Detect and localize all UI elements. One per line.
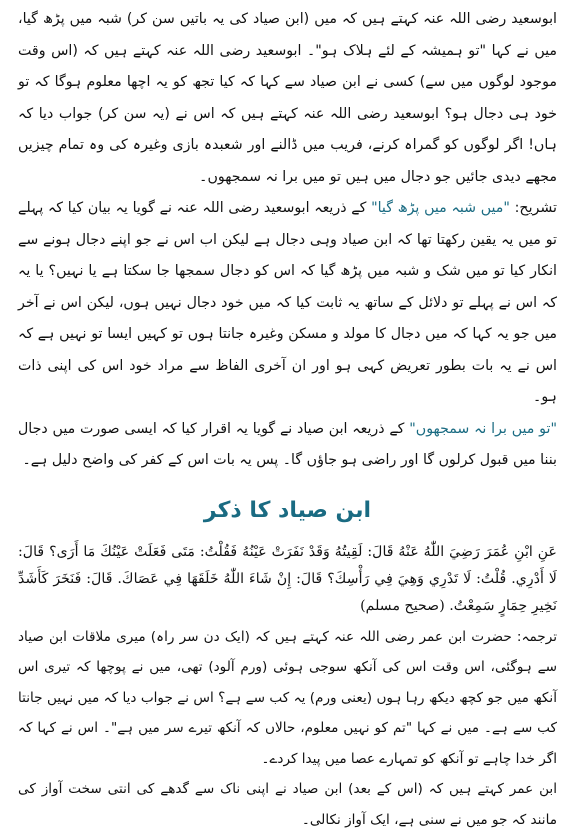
section-heading: ابن صیاد کا ذکر — [203, 497, 372, 523]
paragraph-continuation: ابن عمر کہتے ہیں کہ (اس کے بعد) ابن صیاد نے اپنی ناک سے گدھے کی انتی سخت آواز کی مانند کہ جو میں نے سنی ہے، ایک آواز نکالی۔ — [18, 781, 557, 828]
explanation-text-2: کے ذریعہ ابن صیاد نے گویا یہ اقرار کیا کہ ایسی صورت میں دجال بننا میں قبول کرلوں گا اور راضی ہو جاؤں گا۔ پس یہ بات اس کے کفر کی واضح دلیل ہے۔ — [18, 420, 557, 468]
highlighted-quote-2: "تو میں برا نہ سمجھوں" — [409, 420, 557, 437]
highlighted-quote: "میں شبہ میں پڑھ گیا" — [371, 200, 510, 216]
arabic-hadith-text: عَنِ ابْنِ عُمَرَ رَضِيَ اللّٰهُ عَنْهُ قَالَ: لَقِيتُهُ وَقَدْ نَفَرَتْ عَيْنُهُ فَقُلْتُ: مَتَى فَعَلَتْ عَيْنُكَ مَا أَرَى؟ قَالَ: لَا أَدْرِي. قُلْتُ: لَا تَدْرِي وَهِيَ فِي رَأْسِكَ؟ قَالَ: إِنْ شَاءَ اللّٰهُ خَلَقَهَا فِي عَصَاكَ. قَالَ: فَنَخَرَ كَأَشَدِّ نَخِيرِ حِمَارٍ سَمِعْتُ. (صحیح مسلم) — [18, 543, 557, 614]
explanation-label: تشریح: — [514, 200, 557, 216]
paragraph-explanation-2 — [18, 414, 557, 477]
paragraph-translation: ترجمہ: حضرت ابن عمر رضی اللہ عنہ کہتے ہیں کہ (ایک دن سر راہ) میری ملاقات ابن صیاد سے ہوگئی، اس وقت اس کی آنکھ سوجی ہوئی (ورم آلود) تھی، میں نے پوچھا کہ تیری اس آنکھ میں جو کچھ دیکھ رہا ہوں (یعنی ورم) یہ کب سے ہے؟ اس نے جواب دیا کہ میں نہیں جانتا کب سے ہے۔ میں نے کہا "تم کو نہیں معلوم، حالاں کہ آنکھ تیرے سر میں ہے"۔ اس نے کہا کہ اگر خدا چاہے تو آنکھ کو تمہارے عصا میں پیدا کردے۔ — [18, 628, 557, 767]
explanation-text: کے ذریعہ ابوسعید رضی اللہ عنہ نے گویا یہ بیان کیا کہ پہلے تو میں یہ یقین رکھتا تھا کہ ابن صیاد وہی دجال ہے لیکن اب اس نے جو اپنے دجال ہونے سے انکار کیا تو میں شک و شبہ میں پڑھ گیا کہ اس کو دجال سمجھا جا سکتا ہے یا نہیں؟ یا یہ کہ اس نے پہلے تو دلائل کے ساتھ یہ ثابت کیا کہ میں خود دجال نہیں ہوں، لیکن اس نے آخر میں جو یہ کہا کہ میں دجال کا مولد و مسکن وغیرہ جانتا ہوں تو کہیں ایسا تو نہیں ہے کہ اس نے یہ بات بطور تعریض کہی ہو اور ان آخری الفاظ سے مراد خود اس کی اپنی ذات ہو۔ — [18, 200, 557, 405]
paragraph-narration: ابوسعید رضی اللہ عنہ کہتے ہیں کہ میں (ابن صیاد کی یہ باتیں سن کر) شبہ میں پڑھ گیا، میں نے کہا "تو ہمیشہ کے لئے ہلاک ہو"۔ ابوسعید رضی اللہ عنہ کہتے ہیں کہ (اس وقت موجود لوگوں میں سے) کسی نے ابن صیاد سے کہا کہ کیا تجھ کو یہ اچھا معلوم ہوگا کہ تو خود ہی دجال ہو؟ ابوسعید رضی اللہ عنہ کہتے ہیں کہ اس نے (یہ سن کر) جواب دیا کہ ہاں! اگر لوگوں کو گمراہ کرنے، فریب میں ڈالنے اور شعبدہ بازی وغیرہ کی وہ تمام چیزیں مجھے دیدی جائیں جو دجال میں ہیں تو میں برا نہ سمجھوں۔ — [18, 11, 557, 185]
paragraph-explanation — [18, 193, 557, 414]
